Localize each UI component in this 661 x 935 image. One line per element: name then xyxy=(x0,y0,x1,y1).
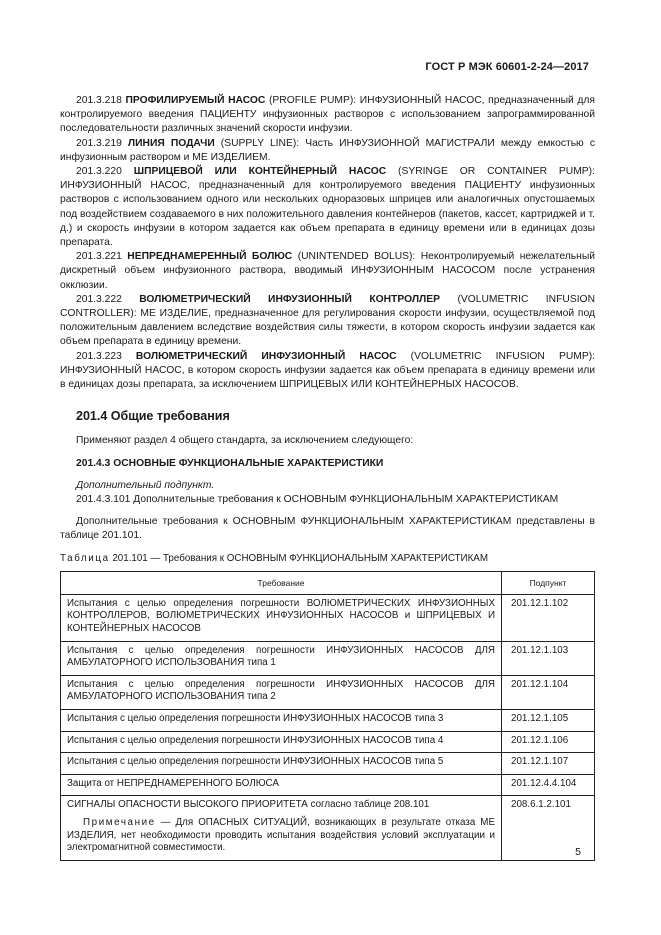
table-row xyxy=(61,731,595,753)
definition-term: ВОЛЮМЕТРИЧЕСКИЙ ИНФУЗИОННЫЙ НАСОС xyxy=(135,350,397,362)
header-clause: Подпункт xyxy=(502,571,595,594)
definition-text: (VOLUMETRIC INFUSION PUMP): ИНФУЗИОННЫЙ НАСОС, в котором скорость инфузии задается как объем препарата в единицу времени или в единицах дозы препарата, за исключением ШПРИЦЕВЫХ ИЛИ КОНТЕЙНЕРНЫХ НАСОСОВ. xyxy=(60,350,595,391)
definition-term: ШПРИЦЕВОЙ ИЛИ КОНТЕЙНЕРНЫЙ НАСОС xyxy=(133,166,387,178)
clause-cell: 208.6.1.2.101 xyxy=(502,796,595,860)
requirement-cell: Испытания с целью определения погрешности ВОЛЮМЕТРИЧЕСКИХ ИНФУЗИОННЫХ КОНТРОЛЛЕРОВ, ВОЛЮМЕТРИЧЕСКИХ ИНФУЗИОННЫХ НАСОСОВ и ШПРИЦЕВЫХ И КОНТЕЙНЕРНЫХ НАСОСОВ xyxy=(61,594,502,641)
table-row xyxy=(61,641,595,675)
definition-term: ВОЛЮМЕТРИЧЕСКИЙ ИНФУЗИОННЫЙ КОНТРОЛЛЕР xyxy=(139,293,441,305)
table-row xyxy=(61,675,595,709)
clause-cell: 201.12.1.103 xyxy=(502,641,595,675)
table-row xyxy=(61,774,595,796)
table-caption-text: 201.101 — Требования к ОСНОВНЫМ ФУНКЦИОНАЛЬНЫМ ХАРАКТЕРИСТИКАМ xyxy=(109,552,488,564)
requirement-cell: Испытания с целью определения погрешности ИНФУЗИОННЫХ НАСОСОВ ДЛЯ АМБУЛАТОРНОГО ИСПОЛЬЗОВАНИЯ типа 1 xyxy=(61,641,502,675)
clause-cell: 201.12.1.107 xyxy=(502,753,595,775)
header-requirement: Требование xyxy=(61,571,502,594)
clause-cell: 201.12.1.106 xyxy=(502,731,595,753)
requirement-cell: Испытания с целью определения погрешности ИНФУЗИОННЫХ НАСОСОВ типа 4 xyxy=(61,731,502,753)
clause-cell: 201.12.4.4.104 xyxy=(502,774,595,796)
page-number: 5 xyxy=(575,846,581,858)
requirement-cell: Испытания с целью определения погрешности ИНФУЗИОННЫХ НАСОСОВ типа 5 xyxy=(61,753,502,775)
definition-number: 201.3.221 xyxy=(76,251,122,263)
additional-subclause: Дополнительный подпункт. xyxy=(76,479,215,491)
clause-cell: 201.12.1.105 xyxy=(502,710,595,732)
definition-number: 201.3.222 xyxy=(76,293,122,305)
table-caption xyxy=(60,552,595,566)
definition-text: (UNINTENDED BOLUS): Неконтролируемый нежелательный дискретный объем инфузионного раствора, вводимый ИНФУЗИОННЫМ НАСОСОМ после устранения окклюзии. xyxy=(60,251,595,291)
definition-201-3-222 xyxy=(60,293,595,350)
table-note xyxy=(67,817,495,855)
table-row xyxy=(61,594,595,641)
definition-text: (SUPPLY LINE): Часть ИНФУЗИОННОЙ МАГИСТРАЛИ между емкостью с инфузионным раствором и МЕ ИЗДЕЛИЕМ. xyxy=(60,137,595,163)
document-body xyxy=(60,94,595,861)
subsection-title: 201.4.3 ОСНОВНЫЕ ФУНКЦИОНАЛЬНЫЕ ХАРАКТЕРИСТИКИ xyxy=(76,457,384,469)
note-text: — Для ОПАСНЫХ СИТУАЦИЙ, возникающих в результате отказа МЕ ИЗДЕЛИЯ, нет необходимости проводить испытания воздействия условий эксплуатации и электромагнитной совместимости. xyxy=(67,817,495,854)
definition-term: НЕПРЕДНАМЕРЕННЫЙ БОЛЮС xyxy=(127,251,293,263)
definition-text: (SYRINGE OR CONTAINER PUMP): ИНФУЗИОННЫЙ НАСОС, предназначенный для контролируемого введения ПАЦИЕНТУ инфузионных растворов с использованием одного или нескольких одноразовых шприцев или аналогичных опустошаемых под воздействием создаваемого в них положительного давления контейнеров (пакетов, кассет, картриджей и т. д.) и скорость инфузии в котором задается как объем препарата в единицу времени или в единицах дозы препарата. xyxy=(60,166,595,249)
definition-text: (VOLUMETRIC INFUSION CONTROLLER): МЕ ИЗДЕЛИЕ, предназначенное для регулирования скорости инфузии, осуществляемой под положительным давлением вследствие воздействия силы тяжести, в котором скорость инфузии задается как объем препарата в единицу времени. xyxy=(60,293,595,348)
requirement-cell: Испытания с целью определения погрешности ИНФУЗИОННЫХ НАСОСОВ ДЛЯ АМБУЛАТОРНОГО ИСПОЛЬЗОВАНИЯ типа 2 xyxy=(61,675,502,709)
requirement-cell: Испытания с целью определения погрешности ИНФУЗИОННЫХ НАСОСОВ типа 3 xyxy=(61,710,502,732)
table-header-row xyxy=(61,571,595,594)
definition-201-3-219 xyxy=(60,137,595,165)
definition-term: ЛИНИЯ ПОДАЧИ xyxy=(127,137,215,149)
page-header: ГОСТ Р МЭК 60601-2-24—2017 xyxy=(425,61,589,73)
definition-term: ПРОФИЛИРУЕМЫЙ НАСОС xyxy=(125,95,266,106)
definition-number: 201.3.220 xyxy=(76,166,122,178)
note-label: Примечание xyxy=(83,817,156,829)
clause-cell: 201.12.1.104 xyxy=(502,675,595,709)
table-row xyxy=(61,710,595,732)
definition-201-3-220 xyxy=(60,165,595,250)
section-title: 201.4 Общие требования xyxy=(76,409,230,424)
clause-cell: 201.12.1.102 xyxy=(502,594,595,641)
requirement-text: СИГНАЛЫ ОПАСНОСТИ ВЫСОКОГО ПРИОРИТЕТА согласно таблице 208.101 xyxy=(67,799,430,811)
definition-number: 201.3.223 xyxy=(76,350,122,362)
section-intro: Применяют раздел 4 общего стандарта, за исключением следующего: xyxy=(76,435,414,447)
table-caption-label: Таблица xyxy=(60,552,110,564)
definition-201-3-223 xyxy=(60,350,595,393)
definition-number: 201.3.218 xyxy=(76,95,122,106)
requirement-cell: Защита от НЕПРЕДНАМЕРЕННОГО БОЛЮСА xyxy=(61,774,502,796)
definition-number: 201.3.219 xyxy=(76,137,122,149)
subclause-text: Дополнительные требования к ОСНОВНЫМ ФУНКЦИОНАЛЬНЫМ ХАРАКТЕРИСТИКАМ представлены в таблице 201.101. xyxy=(60,516,595,542)
requirements-table xyxy=(60,571,595,861)
definition-201-3-218 xyxy=(60,94,595,137)
definition-text: (PROFILE PUMP): ИНФУЗИОННЫЙ НАСОС, предназначенный для контролируемого введения ПАЦИЕНТУ инфузионных растворов с использованием запрограммированной последовательности различных значений скорости инфузии. xyxy=(60,95,596,135)
requirement-cell xyxy=(61,796,502,860)
definition-201-3-221 xyxy=(60,250,595,293)
subclause-heading: 201.4.3.101 Дополнительные требования к ОСНОВНЫМ ФУНКЦИОНАЛЬНЫМ ХАРАКТЕРИСТИКАМ xyxy=(76,494,559,506)
table-row xyxy=(61,796,595,860)
table-row xyxy=(61,753,595,775)
